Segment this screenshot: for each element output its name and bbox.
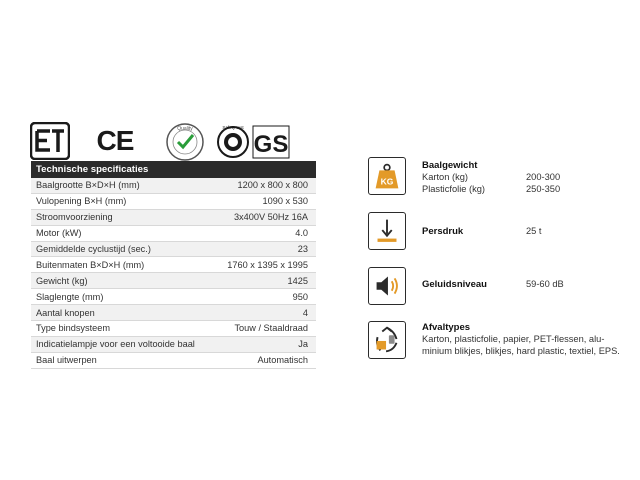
spec-value: Ja [298, 339, 308, 350]
weight-kg-text: KG [380, 176, 394, 187]
safety-test-text: Safety test [222, 125, 244, 130]
spec-label: Aantal knopen [36, 307, 95, 318]
spec-label: Type bindsysteem [36, 323, 111, 334]
press-force-title: Persdruk [422, 226, 464, 237]
spec-label: Gewicht (kg) [36, 275, 88, 286]
press-force-value: 25 t [526, 226, 542, 236]
spec-value: Automatisch [257, 355, 308, 366]
spec-value: 3x400V 50Hz 16A [233, 212, 308, 223]
spec-label: Indicatielampje voor een voltooide baal [36, 339, 195, 350]
spec-label: Baal uitwerpen [36, 355, 97, 366]
spec-value: 1090 x 530 [262, 196, 308, 207]
spec-label: Gemiddelde cyclustijd (sec.) [36, 244, 151, 254]
spec-value: Touw / Staaldraad [234, 323, 308, 334]
spec-value: 950 [292, 291, 308, 302]
spec-row [31, 305, 316, 321]
bale-weight-plastic-value: 250-350 [526, 184, 561, 194]
noise-level-title: Geluidsniveau [422, 279, 487, 290]
spec-value: 1200 x 800 x 800 [237, 180, 308, 191]
spec-table-title: Technische specificaties [31, 161, 316, 178]
quality-seal-icon [165, 122, 205, 162]
spec-label: Vulopening B×H (mm) [36, 196, 127, 207]
ce-mark-text: CE [96, 125, 134, 156]
noise-level-value: 59-60 dB [526, 279, 564, 289]
spec-row [31, 289, 316, 305]
spec-value: 1425 [287, 275, 308, 286]
spec-row [31, 353, 316, 369]
spec-row [31, 194, 316, 210]
spec-label: Stroomvoorziening [36, 212, 113, 223]
waste-types-line-2: minium blikjes, blikjes, hard plastic, textiel, EPS. [422, 346, 620, 356]
spec-row [31, 242, 316, 258]
press-down-icon [368, 212, 406, 250]
spec-row [31, 337, 316, 353]
spec-table [31, 161, 316, 369]
spec-row [31, 321, 316, 337]
spec-value: 1760 x 1395 x 1995 [227, 259, 308, 270]
spec-label: Baalgrootte B×D×H (mm) [36, 180, 140, 191]
spec-row [31, 257, 316, 273]
spec-row [31, 226, 316, 242]
et-logo-icon [30, 122, 70, 160]
spec-label: Buitenmaten B×D×H (mm) [36, 259, 145, 270]
spec-row [31, 178, 316, 194]
quality-seal-text: Quality [177, 126, 193, 132]
weight-kg-icon [368, 157, 406, 195]
bale-weight-plastic-label: Plasticfolie (kg) [422, 184, 486, 194]
spec-row [31, 273, 316, 289]
gs-safety-mark-icon [217, 122, 297, 162]
spec-label: Slaglengte (mm) [36, 291, 104, 302]
spec-value: 23 [297, 244, 308, 254]
spec-value: 4 [302, 307, 308, 318]
recycle-icon [368, 321, 406, 359]
speaker-icon [368, 267, 406, 305]
spec-label: Motor (kW) [36, 228, 82, 239]
waste-types-title: Afvaltypes [422, 322, 471, 333]
spec-row [31, 210, 316, 226]
bale-weight-karton-value: 200-300 [526, 172, 561, 182]
bale-weight-title: Baalgewicht [422, 160, 478, 171]
gs-mark-text: GS [253, 131, 289, 158]
ce-mark-icon [96, 122, 134, 158]
bale-weight-karton-label: Karton (kg) [422, 172, 468, 182]
spec-value: 4.0 [295, 228, 308, 239]
waste-types-line-1: Karton, plasticfolie, papier, PET-flessen, alu- [422, 334, 605, 344]
spec-rows [31, 178, 316, 369]
